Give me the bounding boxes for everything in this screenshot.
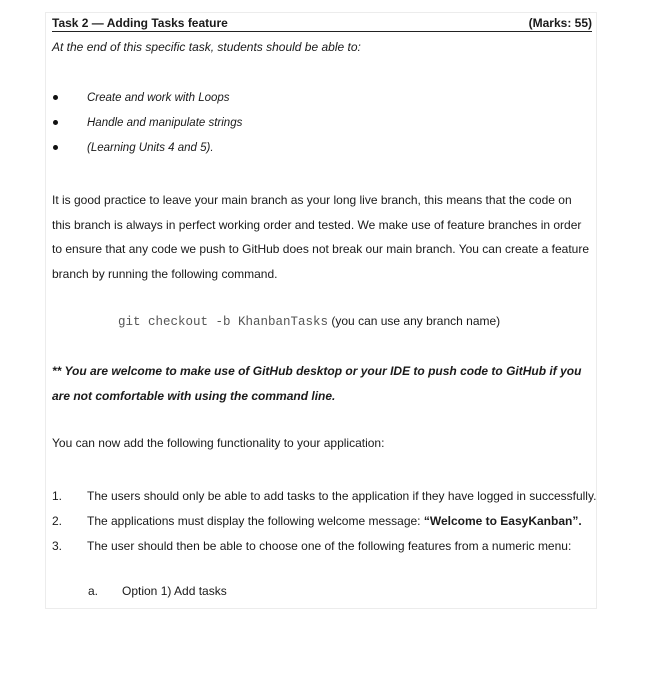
git-command: git checkout -b KhanbanTasks [118, 315, 329, 329]
requirements-list [52, 484, 597, 559]
bullet-icon [53, 145, 58, 150]
welcome-message: “Welcome to EasyKanban”. [423, 514, 582, 528]
list-item-text: Handle and manipulate strings [87, 117, 243, 129]
marks-label: (Marks: 55) [528, 16, 592, 30]
header-underline [52, 31, 592, 32]
list-item-text: (Learning Units 4 and 5). [87, 142, 214, 154]
task-title: Task 2 — Adding Tasks feature [52, 16, 228, 30]
task-header [52, 14, 592, 32]
list-number: 2. [52, 514, 63, 528]
list-item-text-plain: The applications must display the following welcome message: [87, 514, 424, 528]
github-note: ** You are welcome to make use of GitHub desktop or your IDE to push code to GitHub if you are not comfortable with using the command line. [52, 364, 582, 403]
sub-list-item [88, 584, 227, 598]
list-item-text: The users should only be able to add tasks to the application if they have logged in successfully. [87, 489, 597, 503]
functionality-lead: You can now add the following functionality to your application: [52, 436, 385, 450]
intro-text: At the end of this specific task, students should be able to: [52, 40, 361, 54]
list-number: 3. [52, 539, 63, 553]
list-number: 1. [52, 489, 63, 503]
list-item [52, 509, 597, 534]
list-item-text: Create and work with Loops [87, 92, 230, 104]
bullet-icon [53, 120, 58, 125]
list-item [52, 484, 597, 509]
branching-paragraph: It is good practice to leave your main branch as your long live branch, this means that the code on this branch is always in perfect working order and tested. We make use of feature branches in order to ensure that any code we push to GitHub does not break our main branch. You can create a feature branch by running the following command. [52, 193, 590, 282]
list-item-text: The user should then be able to choose one of the following features from a numeric menu: [87, 539, 572, 553]
command-note: (you can use any branch name) [331, 314, 501, 328]
sub-list-text: Option 1) Add tasks [122, 584, 227, 598]
list-item [52, 534, 597, 559]
list-item-text [52, 509, 597, 534]
command-line [118, 314, 500, 329]
sub-list-letter: a. [88, 584, 99, 598]
bullet-icon [53, 95, 58, 100]
